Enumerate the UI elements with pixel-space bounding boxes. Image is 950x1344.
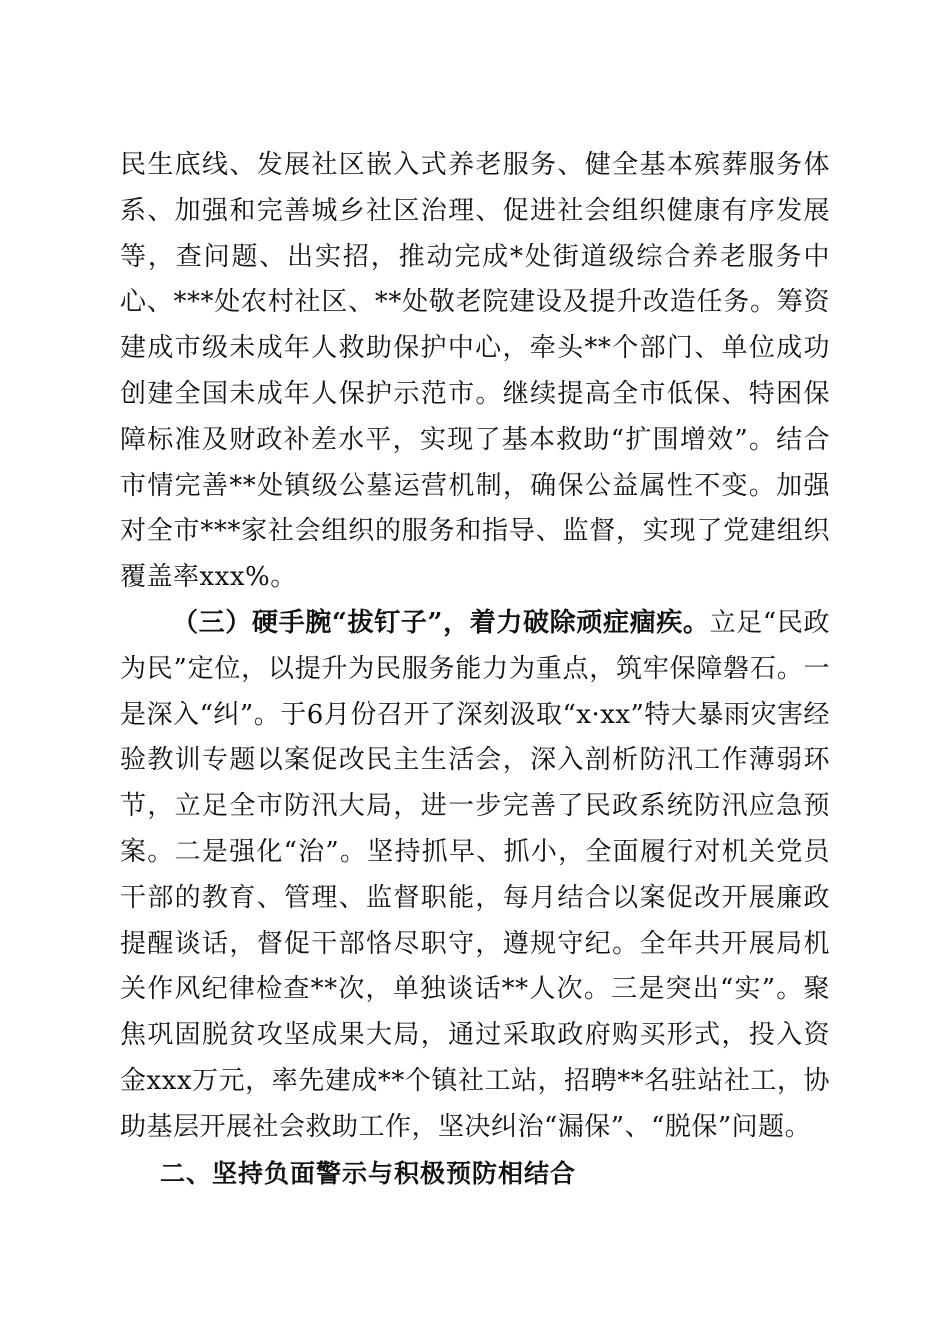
section-heading: 二、坚持负面警示与积极预防相结合 [160,1158,577,1188]
paragraph-1-text: 民生底线、发展社区嵌入式养老服务、健全基本殡葬服务体系、加强和完善城乡社区治理、促进社会组织健康有序发展等，查问题、出实招，推动完成*处街道级综合养老服务中心、***处农村社区、**处敬老院建设及提升改造任务。筹资建成市级未成年人救助保护中心，牵头**个部门、单位成功创建全国未成年人保护示范市。继续提高全市低保、特困保障标准及财政补差水平，实现了基本救助“扩围增效”。结合市情完善**处镇级公墓运营机制，确保公益属性不变。加强对全市***家社会组织的服务和指导、监督，实现了党建组织覆盖率xxx%。 [120,150,830,593]
paragraph-2-text: 立足“民政为民”定位，以提升为民服务能力为重点，筑牢保障磐石。一是深入“纠”。于6月份召开了深刻汲取“x·xx”特大暴雨灾害经验教训专题以案促改民主生活会，深入剖析防汛工作薄弱环节，立足全市防汛大局，进一步完善了民政系统防汛应急预案。二是强化“治”。坚持抓早、抓小，全面履行对机关党员干部的教育、管理、监督职能，每月结合以案促改开展廉政提醒谈话，督促干部恪尽职守，遵规守纪。全年共开展局机关作风纪律检查**次，单独谈话**人次。三是突出“实”。聚焦巩固脱贫攻坚成果大局，通过采取政府购买形式，投入资金xxx万元，率先建成**个镇社工站，招聘**名驻站社工，协助基层开展社会救助工作，坚决纠治“漏保”、“脱保”问题。 [120,607,830,1142]
document-body [120,143,830,1196]
paragraph-2-lead: （三）硬手腕“拔钉子”，着力破除顽症痼疾。 [172,607,710,638]
paragraph-1 [120,143,830,601]
paragraph-2 [120,601,830,1151]
